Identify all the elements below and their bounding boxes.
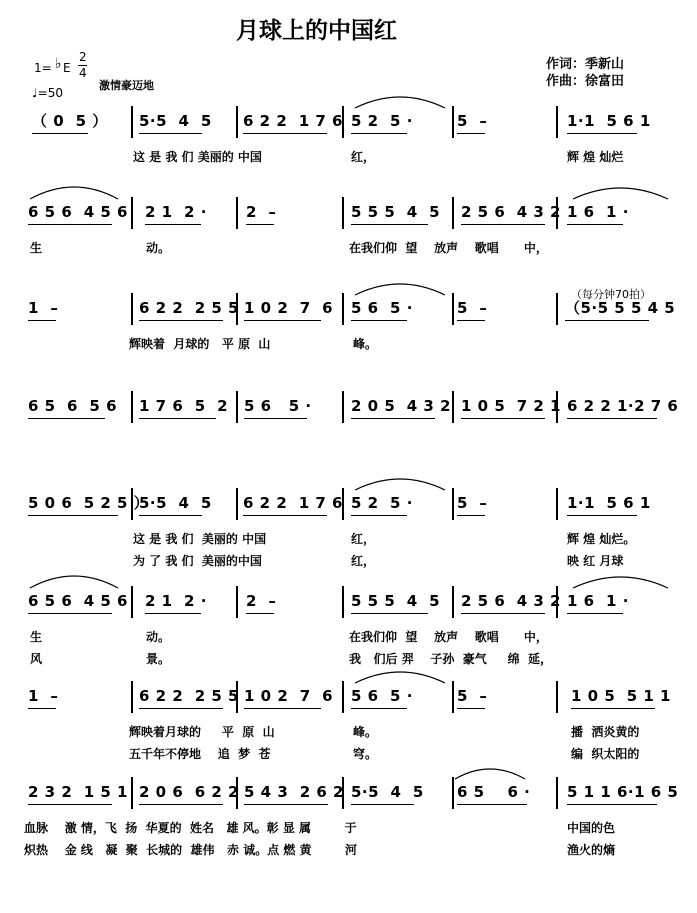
lyric-line: 这 是 我 们 美丽的 中国 bbox=[133, 150, 262, 164]
measure-notes: 5 0 6 5 2 5 ） bbox=[28, 494, 150, 512]
lyric-line: 风 bbox=[30, 652, 43, 666]
lyric-line: 峰。 bbox=[353, 337, 378, 351]
slur-mark bbox=[573, 577, 668, 588]
lyric-line: 在我们仰 望 放声 歌唱 中， bbox=[349, 630, 548, 644]
measure-notes: 1 – bbox=[28, 299, 59, 317]
measure-notes: 5·5 4 5 bbox=[351, 783, 424, 801]
lyric-line: 渔火的熵 bbox=[567, 843, 616, 857]
tempo-note: （每分钟70拍） bbox=[571, 288, 651, 301]
measure-notes: 1 6 1 · bbox=[567, 592, 629, 610]
measure-notes: 1 7 6 5 2 bbox=[139, 397, 229, 415]
measure-notes: （ 0 5 ） bbox=[32, 112, 108, 130]
measure-notes: 6 2 2 1 7 6 bbox=[243, 112, 343, 130]
lyric-line: 辉 煌 灿烂。 bbox=[567, 532, 636, 546]
lyric-line: 穹。 bbox=[353, 747, 378, 761]
measure-notes: 5 5 5 4 5 bbox=[351, 592, 441, 610]
measure-notes: 1·1 5 6 1 bbox=[567, 494, 651, 512]
measure-notes: 2 5 6 4 3 2 bbox=[461, 592, 561, 610]
measure-notes: 2 – bbox=[246, 203, 277, 221]
measure-notes: 6 5 6 4 5 6 bbox=[28, 592, 128, 610]
key-letter: E bbox=[63, 61, 71, 75]
tempo-marking: ♩=50 bbox=[32, 86, 63, 100]
key-flat-sign: ♭ bbox=[55, 56, 62, 72]
time-signature-top: 2 bbox=[79, 50, 87, 64]
measure-notes: 6 2 2 1 7 6 bbox=[243, 494, 343, 512]
lyric-line: 我 们后 羿 子孙 豪气 绵 延， bbox=[349, 652, 553, 666]
slur-mark bbox=[30, 187, 118, 199]
lyric-line: 炽热 金 线 凝 聚 长城的 雄伟 赤 诚。点 燃 黄 河 bbox=[24, 843, 357, 857]
measure-notes: 2 3 2 1 5 1 bbox=[28, 783, 128, 801]
measure-notes: 2 1 2 · bbox=[145, 203, 207, 221]
measure-notes: 5 – bbox=[457, 687, 488, 705]
measure-notes: 5 6 5 · bbox=[244, 397, 312, 415]
measure-notes: 1 0 2 7 6 bbox=[244, 687, 334, 705]
lyric-line: 景。 bbox=[146, 652, 171, 666]
measure-notes: 5 2 5 · bbox=[351, 112, 413, 130]
lyric-line: 五千年不停地 追 梦 苍 bbox=[129, 747, 271, 761]
measure-notes: 1 0 5 7 2 1 bbox=[461, 397, 561, 415]
measure-notes: 6 5 6 · bbox=[457, 783, 531, 801]
measure-notes: 2 0 5 4 3 2 bbox=[351, 397, 451, 415]
lyric-line: 动。 bbox=[146, 241, 171, 255]
measure-notes: 6 2 2 1·2 7 6 bbox=[567, 397, 679, 415]
measure-notes: 5·5 4 5 bbox=[139, 494, 212, 512]
measure-notes: 5 6 5 · bbox=[351, 687, 413, 705]
lyric-line: 辉映着 月球的 平 原 山 bbox=[129, 337, 271, 351]
lyric-line: 血脉 激 情，飞 扬 华夏的 姓名 雄 风。彰 显 属 于 bbox=[24, 821, 357, 835]
measure-notes: 6 5 6 4 5 6 bbox=[28, 203, 128, 221]
measure-notes: （5·5 5 5 4 5 bbox=[565, 299, 676, 317]
measure-notes: 5 6 5 · bbox=[351, 299, 413, 317]
composer-credit: 作曲：徐富田 bbox=[546, 74, 625, 89]
measure-notes: 6 5 6 5 6 bbox=[28, 397, 118, 415]
lyric-line: 这 是 我 们 美丽的 中国 bbox=[133, 532, 267, 546]
measure-notes: 6 2 2 2 5 5 bbox=[139, 687, 239, 705]
slur-mark bbox=[355, 672, 445, 683]
lyric-line: 播 洒炎黄的 bbox=[571, 725, 640, 739]
lyric-line: 生 bbox=[30, 241, 43, 255]
measure-notes: 5 – bbox=[457, 112, 488, 130]
lyric-line: 在我们仰 望 放声 歌唱 中， bbox=[349, 241, 548, 255]
measure-notes: 2 5 6 4 3 2 bbox=[461, 203, 561, 221]
lyric-line: 峰。 bbox=[353, 725, 378, 739]
lyric-line: 为 了 我 们 美丽的中国 bbox=[133, 554, 262, 568]
slur-mark bbox=[573, 188, 668, 199]
lyric-line: 编 织太阳的 bbox=[571, 747, 640, 761]
slur-mark bbox=[30, 576, 118, 588]
lyricist-credit: 作词：季新山 bbox=[546, 57, 625, 72]
measure-notes: 1 – bbox=[28, 687, 59, 705]
measure-notes: 5 – bbox=[457, 494, 488, 512]
song-title: 月球上的中国红 bbox=[236, 18, 397, 44]
measure-notes: 1 6 1 · bbox=[567, 203, 629, 221]
measure-notes: 5 5 5 4 5 bbox=[351, 203, 441, 221]
lyric-line: 辉 煌 灿烂 bbox=[567, 150, 624, 164]
slur-mark bbox=[355, 284, 445, 295]
measure-notes: 1 0 2 7 6 bbox=[244, 299, 334, 317]
measure-notes: 1·1 5 6 1 bbox=[567, 112, 651, 130]
lyric-line: 中国的色 bbox=[567, 821, 616, 835]
slur-mark bbox=[355, 97, 445, 108]
slur-mark bbox=[355, 479, 445, 490]
measure-notes: 5·5 4 5 bbox=[139, 112, 212, 130]
lyric-line: 映 红 月球 bbox=[567, 554, 624, 568]
measure-notes: 5 2 5 · bbox=[351, 494, 413, 512]
measure-notes: 2 – bbox=[246, 592, 277, 610]
lyric-line: 红， bbox=[351, 532, 376, 546]
measure-notes: 1 0 5 5 1 1 bbox=[571, 687, 671, 705]
key-prefix: 1= bbox=[34, 61, 52, 75]
lyric-line: 辉映着月球的 平 原 山 bbox=[129, 725, 275, 739]
expression-marking: 激情豪迈地 bbox=[99, 79, 154, 92]
measure-notes: 6 2 2 2 5 5 bbox=[139, 299, 239, 317]
measure-notes: 2 1 2 · bbox=[145, 592, 207, 610]
measure-notes: 5 1 1 6·1 6 5 bbox=[567, 783, 679, 801]
lyric-line: 红， bbox=[351, 150, 376, 164]
slur-mark bbox=[455, 769, 525, 779]
measure-notes: 5 4 3 2 6 2 bbox=[244, 783, 344, 801]
measure-notes: 2 0 6 6 2 2 bbox=[139, 783, 239, 801]
lyric-line: 动。 bbox=[146, 630, 171, 644]
lyric-line: 生 bbox=[30, 630, 43, 644]
lyric-line: 红， bbox=[351, 554, 376, 568]
time-signature-bottom: 4 bbox=[79, 66, 87, 80]
measure-notes: 5 – bbox=[457, 299, 488, 317]
